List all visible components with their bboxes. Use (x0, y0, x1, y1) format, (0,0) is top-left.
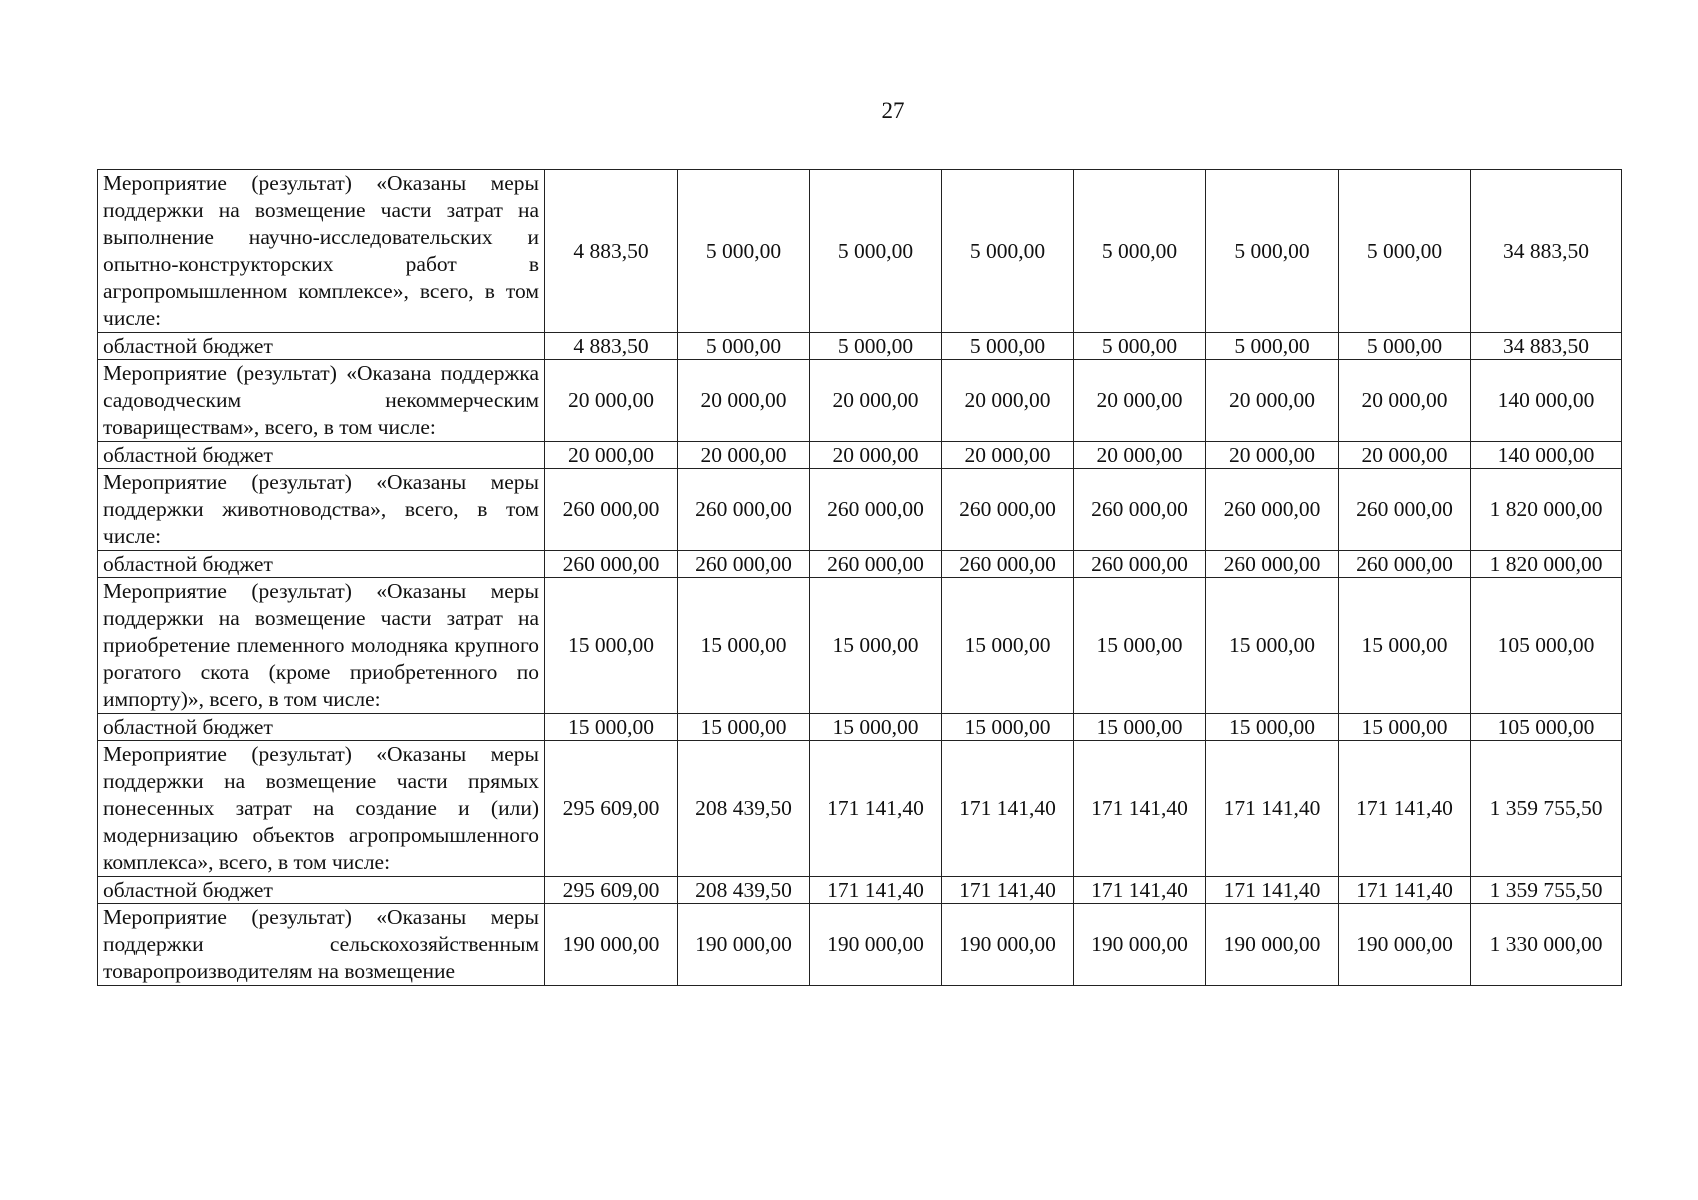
amount-cell: 5 000,00 (1206, 333, 1339, 360)
amount-cell: 260 000,00 (1074, 469, 1206, 551)
amount-cell: 171 141,40 (1074, 877, 1206, 904)
amount-cell: 260 000,00 (942, 469, 1074, 551)
amount-cell: 20 000,00 (1074, 360, 1206, 442)
amount-cell: 1 359 755,50 (1471, 877, 1622, 904)
amount-cell: 20 000,00 (545, 442, 678, 469)
amount-cell: 5 000,00 (678, 333, 810, 360)
amount-cell: 208 439,50 (678, 877, 810, 904)
regional-budget-label: областной бюджет (98, 877, 545, 904)
amount-cell: 171 141,40 (942, 741, 1074, 877)
measure-row (98, 904, 1622, 986)
measure-title: Мероприятие (результат) «Оказаны меры поддержки на возмещение части прямых понесенных затрат на создание и (или) модернизацию объектов агропромышленного комплекса», всего, в том числе: (98, 741, 545, 877)
amount-cell: 295 609,00 (545, 741, 678, 877)
measure-title: Мероприятие (результат) «Оказаны меры поддержки на возмещение части затрат на приобретение племенного молодняка крупного рогатого скота (кроме приобретенного по импорту)», всего, в том числе: (98, 578, 545, 714)
amount-cell: 15 000,00 (1074, 714, 1206, 741)
amount-cell: 20 000,00 (1074, 442, 1206, 469)
amount-cell: 260 000,00 (545, 551, 678, 578)
measure-row (98, 741, 1622, 877)
amount-cell: 5 000,00 (1206, 170, 1339, 333)
amount-cell: 5 000,00 (1339, 170, 1471, 333)
amount-cell: 190 000,00 (545, 904, 678, 986)
amount-cell: 190 000,00 (1206, 904, 1339, 986)
amount-cell: 105 000,00 (1471, 578, 1622, 714)
amount-cell: 208 439,50 (678, 741, 810, 877)
amount-cell: 5 000,00 (678, 170, 810, 333)
amount-cell: 140 000,00 (1471, 442, 1622, 469)
amount-cell: 260 000,00 (1206, 469, 1339, 551)
amount-cell: 20 000,00 (942, 442, 1074, 469)
regional-budget-row (98, 551, 1622, 578)
amount-cell: 1 820 000,00 (1471, 469, 1622, 551)
amount-cell: 15 000,00 (1206, 578, 1339, 714)
measure-title: Мероприятие (результат) «Оказаны меры поддержки сельскохозяйственным товаропроизводителям на возмещение (98, 904, 545, 986)
amount-cell: 15 000,00 (1339, 578, 1471, 714)
regional-budget-label: областной бюджет (98, 442, 545, 469)
amount-cell: 15 000,00 (678, 714, 810, 741)
amount-cell: 171 141,40 (810, 741, 942, 877)
amount-cell: 5 000,00 (1074, 170, 1206, 333)
amount-cell: 15 000,00 (545, 578, 678, 714)
amount-cell: 171 141,40 (942, 877, 1074, 904)
amount-cell: 15 000,00 (942, 714, 1074, 741)
measure-row (98, 360, 1622, 442)
amount-cell: 190 000,00 (1074, 904, 1206, 986)
amount-cell: 260 000,00 (810, 469, 942, 551)
amount-cell: 5 000,00 (1339, 333, 1471, 360)
measure-title: Мероприятие (результат) «Оказаны меры поддержки на возмещение части затрат на выполнение научно-исследовательских и опытно-конструкторских работ в агропромышленном комплексе», всего, в том числе: (98, 170, 545, 333)
budget-table (97, 169, 1622, 986)
page-number: 27 (881, 98, 905, 123)
amount-cell: 20 000,00 (678, 442, 810, 469)
amount-cell: 5 000,00 (810, 170, 942, 333)
amount-cell: 260 000,00 (678, 551, 810, 578)
amount-cell: 171 141,40 (1339, 877, 1471, 904)
amount-cell: 5 000,00 (942, 170, 1074, 333)
amount-cell: 20 000,00 (810, 360, 942, 442)
amount-cell: 260 000,00 (810, 551, 942, 578)
measure-title: Мероприятие (результат) «Оказана поддержка садоводческим некоммерческим товариществам», всего, в том числе: (98, 360, 545, 442)
amount-cell: 20 000,00 (545, 360, 678, 442)
amount-cell: 190 000,00 (678, 904, 810, 986)
amount-cell: 5 000,00 (942, 333, 1074, 360)
amount-cell: 5 000,00 (810, 333, 942, 360)
measure-row (98, 469, 1622, 551)
amount-cell: 20 000,00 (678, 360, 810, 442)
amount-cell: 171 141,40 (1206, 741, 1339, 877)
amount-cell: 260 000,00 (678, 469, 810, 551)
amount-cell: 5 000,00 (1074, 333, 1206, 360)
regional-budget-label: областной бюджет (98, 714, 545, 741)
amount-cell: 4 883,50 (545, 170, 678, 333)
amount-cell: 260 000,00 (1206, 551, 1339, 578)
amount-cell: 15 000,00 (810, 578, 942, 714)
regional-budget-row (98, 442, 1622, 469)
amount-cell: 295 609,00 (545, 877, 678, 904)
regional-budget-row (98, 714, 1622, 741)
regional-budget-label: областной бюджет (98, 333, 545, 360)
regional-budget-row (98, 877, 1622, 904)
amount-cell: 20 000,00 (1206, 442, 1339, 469)
amount-cell: 20 000,00 (1206, 360, 1339, 442)
amount-cell: 1 820 000,00 (1471, 551, 1622, 578)
amount-cell: 20 000,00 (1339, 442, 1471, 469)
amount-cell: 1 359 755,50 (1471, 741, 1622, 877)
amount-cell: 260 000,00 (1074, 551, 1206, 578)
budget-table-body (98, 170, 1622, 986)
amount-cell: 15 000,00 (678, 578, 810, 714)
amount-cell: 171 141,40 (1074, 741, 1206, 877)
amount-cell: 190 000,00 (810, 904, 942, 986)
amount-cell: 15 000,00 (810, 714, 942, 741)
amount-cell: 20 000,00 (942, 360, 1074, 442)
amount-cell: 15 000,00 (545, 714, 678, 741)
amount-cell: 260 000,00 (545, 469, 678, 551)
amount-cell: 171 141,40 (1339, 741, 1471, 877)
measure-row (98, 170, 1622, 333)
amount-cell: 260 000,00 (1339, 551, 1471, 578)
amount-cell: 105 000,00 (1471, 714, 1622, 741)
amount-cell: 190 000,00 (1339, 904, 1471, 986)
amount-cell: 140 000,00 (1471, 360, 1622, 442)
amount-cell: 190 000,00 (942, 904, 1074, 986)
amount-cell: 15 000,00 (942, 578, 1074, 714)
amount-cell: 34 883,50 (1471, 170, 1622, 333)
amount-cell: 20 000,00 (1339, 360, 1471, 442)
measure-row (98, 578, 1622, 714)
amount-cell: 260 000,00 (1339, 469, 1471, 551)
amount-cell: 15 000,00 (1206, 714, 1339, 741)
amount-cell: 20 000,00 (810, 442, 942, 469)
amount-cell: 260 000,00 (942, 551, 1074, 578)
regional-budget-row (98, 333, 1622, 360)
amount-cell: 1 330 000,00 (1471, 904, 1622, 986)
amount-cell: 15 000,00 (1074, 578, 1206, 714)
amount-cell: 4 883,50 (545, 333, 678, 360)
regional-budget-label: областной бюджет (98, 551, 545, 578)
amount-cell: 34 883,50 (1471, 333, 1622, 360)
amount-cell: 171 141,40 (810, 877, 942, 904)
amount-cell: 171 141,40 (1206, 877, 1339, 904)
amount-cell: 15 000,00 (1339, 714, 1471, 741)
measure-title: Мероприятие (результат) «Оказаны меры поддержки животноводства», всего, в том числе: (98, 469, 545, 551)
